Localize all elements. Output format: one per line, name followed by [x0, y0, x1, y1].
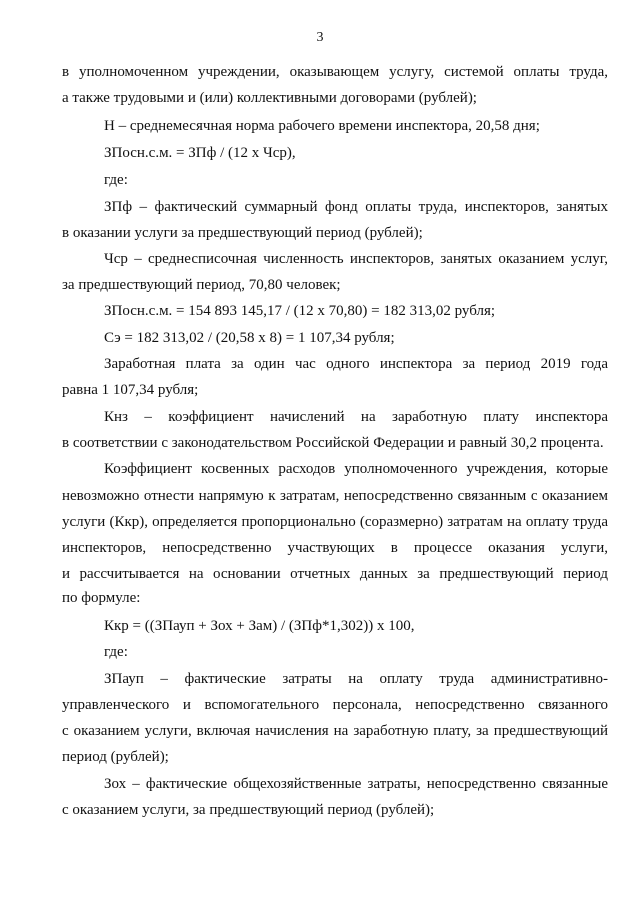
text-line: инспекторов, непосредственно участвующих в процессе оказания услуги, — [62, 540, 608, 556]
text-line: по формуле: — [62, 590, 141, 606]
text-line: услуги (Ккр), определяется пропорционально (соразмерно) затратам на оплату труда — [62, 514, 608, 530]
text-line: за предшествующий период, 70,80 человек; — [62, 277, 341, 293]
text-line: период (рублей); — [62, 749, 169, 765]
formula-line: Ккр = ((ЗПауп + Зох + Зам) / (ЗПф*1,302)) х 100, — [104, 618, 415, 634]
text-line: с оказанием услуги, включая начисления на заработную плату, за предшествующий — [62, 723, 608, 739]
text-line: ЗПф – фактический суммарный фонд оплаты труда, инспекторов, занятых — [104, 199, 608, 215]
text-line: равна 1 107,34 рубля; — [62, 382, 199, 398]
formula-line: ЗПосн.с.м. = 154 893 145,17 / (12 х 70,80) = 182 313,02 рубля; — [104, 303, 496, 319]
text-line: в оказании услуги за предшествующий период (рублей); — [62, 225, 423, 241]
text-line: с оказанием услуги, за предшествующий период (рублей); — [62, 802, 435, 818]
formula-line: Сэ = 182 313,02 / (20,58 х 8) = 1 107,34 рубля; — [104, 330, 395, 346]
text-line: Н – среднемесячная норма рабочего времени инспектора, 20,58 дня; — [104, 118, 540, 134]
text-line: Заработная плата за один час одного инспектора за период 2019 года — [104, 356, 608, 372]
text-line: ЗПауп – фактические затраты на оплату труда административно- — [104, 671, 608, 687]
text-line: где: — [104, 644, 128, 660]
text-line: Зох – фактические общехозяйственные затраты, непосредственно связанные — [104, 776, 608, 792]
formula-line: ЗПосн.с.м. = ЗПф / (12 х Чср), — [104, 145, 296, 161]
text-line: невозможно отнести напрямую к затратам, непосредственно связанным с оказанием — [62, 488, 608, 504]
text-line: и рассчитывается на основании отчетных данных за предшествующий период — [62, 566, 608, 582]
text-line: в уполномоченном учреждении, оказывающем услугу, системой оплаты труда, — [62, 64, 608, 80]
text-line: управленческого и вспомогательного персонала, непосредственно связанного — [62, 697, 608, 713]
page-number: 3 — [316, 30, 324, 45]
text-line: где: — [104, 172, 128, 188]
text-line: Коэффициент косвенных расходов уполномоченного учреждения, которые — [104, 461, 608, 477]
text-line: а также трудовыми и (или) коллективными договорами (рублей); — [62, 90, 477, 106]
text-line: в соответствии с законодательством Российской Федерации и равный 30,2 процента. — [62, 435, 604, 451]
text-line: Кнз – коэффициент начислений на заработную плату инспектора — [104, 409, 608, 425]
text-line: Чср – среднесписочная численность инспекторов, занятых оказанием услуг, — [104, 251, 608, 267]
